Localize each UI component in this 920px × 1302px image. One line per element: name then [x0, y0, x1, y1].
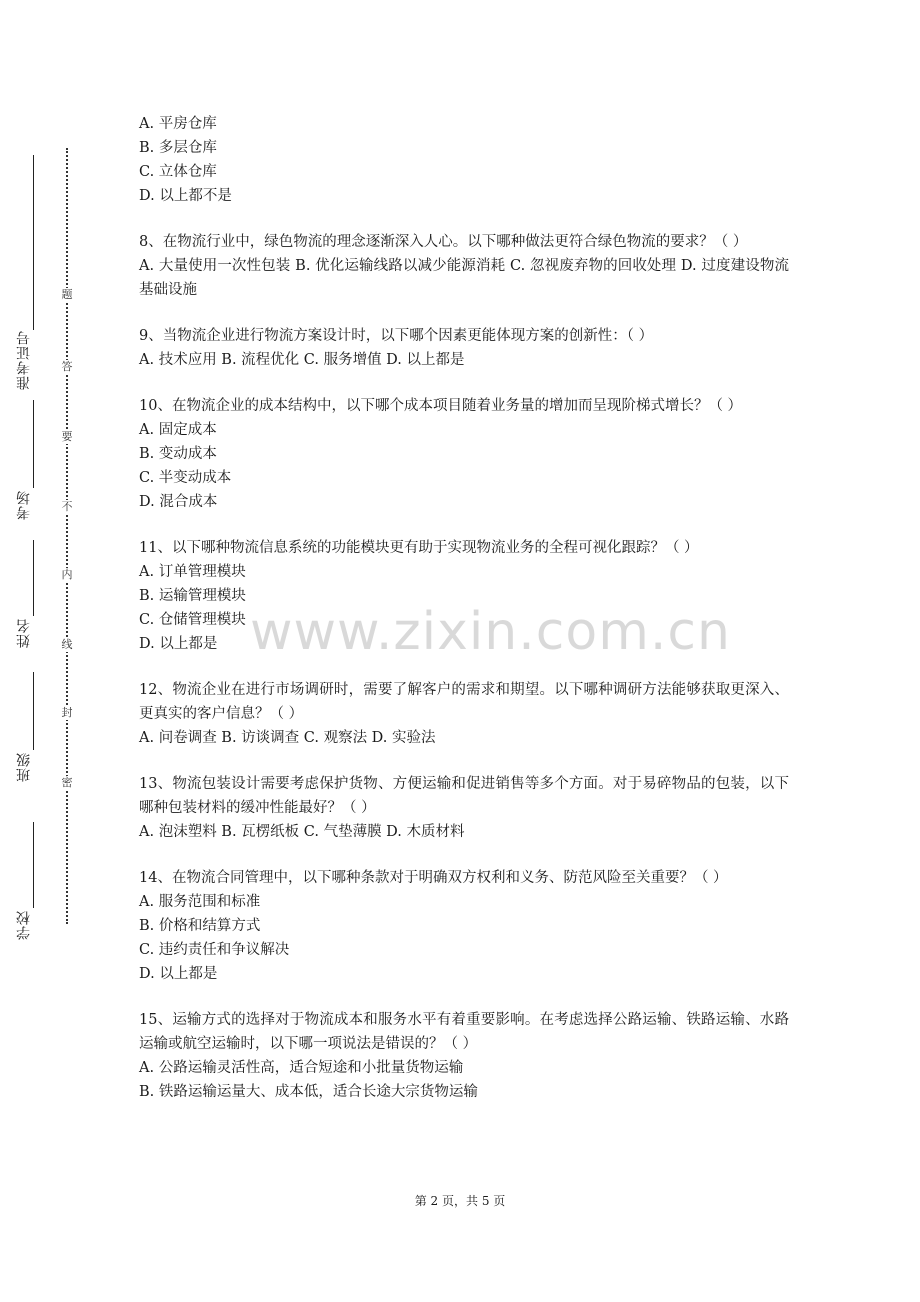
option: B. 变动成本 [139, 446, 217, 462]
option: D. 以上都是 [139, 966, 218, 982]
exam-room-line [33, 400, 34, 488]
option: A. 订单管理模块 [139, 564, 246, 580]
option: D. 以上都是 [139, 636, 218, 652]
seal-word: 要 [61, 430, 73, 443]
question-10 [139, 394, 789, 514]
option: A. 服务范围和标准 [139, 894, 261, 910]
option: A. 平房仓库 [139, 116, 217, 132]
question-12 [139, 678, 789, 750]
inline-options: A. 问卷调查 B. 访谈调查 C. 观察法 D. 实验法 [139, 730, 436, 746]
seal-word: 内 [61, 568, 73, 581]
question-14 [139, 866, 789, 986]
question-7-continued [139, 112, 789, 208]
school-line [33, 822, 34, 908]
option: A. 固定成本 [139, 422, 217, 438]
school-label: 学校 [16, 910, 32, 940]
question-8 [139, 230, 789, 302]
option: B. 价格和结算方式 [139, 918, 261, 934]
question-stem: 8、在物流行业中，绿色物流的理念逐渐深入人心。以下哪种做法更符合绿色物流的要求？（ ） [139, 234, 748, 250]
question-13 [139, 772, 789, 844]
exam-id-label: 准考证号 [16, 330, 32, 390]
option: B. 多层仓库 [139, 140, 217, 156]
question-stem: 14、在物流合同管理中，以下哪种条款对于明确双方权利和义务、防范风险至关重要？（ ） [139, 870, 728, 886]
name-line [33, 540, 34, 616]
seal-word: 题 [61, 288, 73, 301]
option: C. 立体仓库 [139, 164, 217, 180]
option: B. 铁路运输运量大、成本低，适合长途大宗货物运输 [139, 1084, 478, 1100]
question-stem: 15、运输方式的选择对于物流成本和服务水平有着重要影响。在考虑选择公路运输、铁路运输、水路运输或航空运输时，以下哪一项说法是错误的？（ ） [139, 1012, 789, 1052]
question-stem: 9、当物流企业进行物流方案设计时，以下哪个因素更能体现方案的创新性：（ ） [139, 328, 654, 344]
name-label: 姓名 [16, 618, 32, 648]
exam-room-label: 考场 [16, 490, 32, 520]
question-15 [139, 1008, 789, 1104]
seal-word: 答 [61, 360, 73, 373]
seal-word: 封 [61, 706, 73, 719]
inline-options: A. 泡沫塑料 B. 瓦楞纸板 C. 气垫薄膜 D. 木质材料 [139, 824, 465, 840]
question-stem: 11、以下哪种物流信息系统的功能模块更有助于实现物流业务的全程可视化跟踪？（ ） [139, 540, 699, 556]
option: C. 仓储管理模块 [139, 612, 246, 628]
seal-word: 线 [61, 638, 73, 651]
seal-word: 不 [61, 500, 73, 513]
class-line [33, 672, 34, 750]
option: C. 半变动成本 [139, 470, 232, 486]
watermark: www.zixin.com.cn [250, 602, 731, 662]
option: D. 混合成本 [139, 494, 218, 510]
option: B. 运输管理模块 [139, 588, 246, 604]
question-stem: 13、物流包装设计需要考虑保护货物、方便运输和促进销售等多个方面。对于易碎物品的包装，以下哪种包装材料的缓冲性能最好？（ ） [139, 776, 789, 816]
question-stem: 10、在物流企业的成本结构中，以下哪个成本项目随着业务量的增加而呈现阶梯式增长？（ ） [139, 398, 743, 414]
class-label: 班级 [16, 752, 32, 782]
inline-options: A. 大量使用一次性包装 B. 优化运输线路以减少能源消耗 C. 忽视废弃物的回收处理 D. 过度建设物流基础设施 [139, 258, 789, 298]
question-9 [139, 324, 789, 372]
exam-id-line [33, 155, 34, 330]
inline-options: A. 技术应用 B. 流程优化 C. 服务增值 D. 以上都是 [139, 352, 465, 368]
option: C. 违约责任和争议解决 [139, 942, 290, 958]
question-stem: 12、物流企业在进行市场调研时，需要了解客户的需求和期望。以下哪种调研方法能够获取更深入、更真实的客户信息？（ ） [139, 682, 789, 722]
question-list [139, 112, 789, 1126]
option: D. 以上都不是 [139, 188, 232, 204]
page-footer: 第 2 页，共 5 页 [414, 1194, 506, 1208]
question-11 [139, 536, 789, 656]
seal-dotted-line [66, 148, 68, 924]
binding-strip [0, 0, 100, 1302]
option: A. 公路运输灵活性高，适合短途和小批量货物运输 [139, 1060, 464, 1076]
seal-word: 密 [61, 776, 73, 789]
